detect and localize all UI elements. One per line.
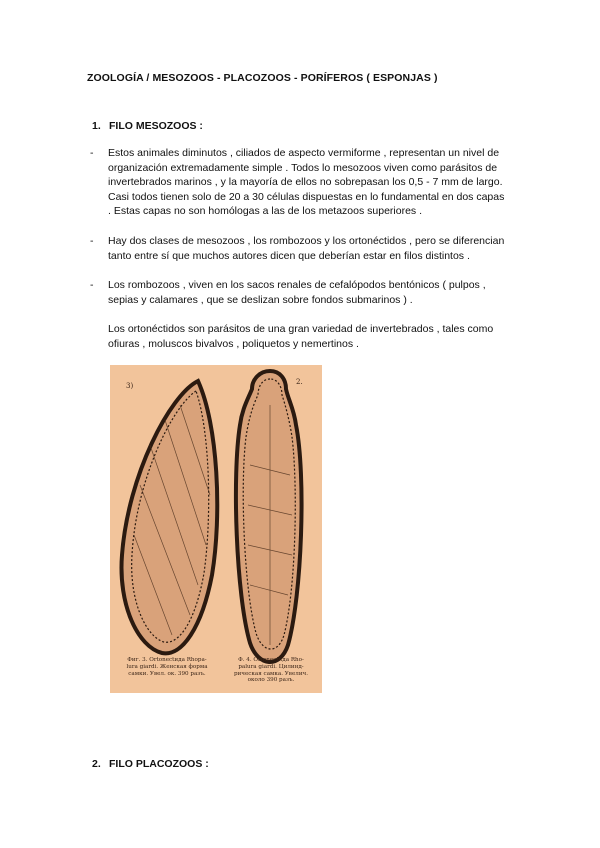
bullet-item bbox=[90, 146, 550, 219]
bullet-line: . Estas capas no son homólogas a las de los metazoos superiores . bbox=[108, 205, 423, 217]
bullet-item bbox=[90, 278, 550, 307]
caption-line: Фиг. 3. Ortonectида Rhopa- bbox=[127, 657, 207, 663]
specimen-right bbox=[236, 371, 302, 662]
paragraph-ortonectidos bbox=[108, 322, 548, 351]
bullet-line: Hay dos clases de mesozoos , los rombozoos y los ortonéctidos , pero se diferencian bbox=[108, 235, 505, 247]
figure-rhopalura-illustration bbox=[110, 365, 322, 693]
section-heading-text: FILO MESOZOOS : bbox=[109, 120, 203, 132]
specimen-label-left: 3) bbox=[126, 382, 134, 390]
bullet-line: Estos animales diminutos , ciliados de aspecto vermiforme , representan un nivel de bbox=[108, 147, 500, 159]
caption-line: Ф. 4. Ortonectида Rho- bbox=[238, 657, 304, 663]
caption-line: lura giardi. Женская форма bbox=[126, 663, 208, 670]
section-heading-mesozoos bbox=[92, 120, 203, 132]
section-heading-text: FILO PLACOZOOS : bbox=[109, 758, 209, 770]
section-heading-placozoos bbox=[92, 758, 209, 770]
bullet-line: Casi todos tienen solo de 20 a 30 células dispuestas en lo fundamental en dos capas bbox=[108, 190, 505, 203]
paragraph-line: Los ortonéctidos son parásitos de una gran variedad de invertebrados , tales como bbox=[108, 323, 494, 335]
caption-left bbox=[114, 657, 220, 677]
caption-right bbox=[222, 657, 320, 684]
document-title: ZOOLOGÍA / MESOZOOS - PLACOZOOS - PORÍFEROS ( ESPONJAS ) bbox=[87, 72, 438, 84]
bullet-item bbox=[90, 234, 550, 263]
bullet-line: sepias y calamares , que se deslizan sobre fondos submarinos ) . bbox=[108, 293, 413, 306]
bullet-line: tanto entre sí que muchos autores dicen que deberían estar en filos distintos . bbox=[108, 249, 470, 262]
specimen-left bbox=[121, 381, 217, 653]
specimen-label-right: 2. bbox=[296, 378, 303, 386]
specimen-drawing bbox=[110, 365, 322, 693]
section-number: 2. bbox=[92, 758, 101, 770]
bullet-dash: - bbox=[90, 235, 94, 247]
bullet-line: Los rombozoos , viven en los sacos renales de cefalópodos bentónicos ( pulpos , bbox=[108, 279, 486, 291]
caption-line: около 390 разъ. bbox=[247, 677, 295, 684]
caption-line: рическая самка. Увелич. bbox=[233, 670, 309, 677]
bullet-dash: - bbox=[90, 147, 94, 159]
bullet-line: organización extremadamente simple . Todos lo mesozoos viven como parásitos de bbox=[108, 161, 498, 174]
section-number: 1. bbox=[92, 120, 101, 132]
caption-line: palura giardi. Цилинд- bbox=[238, 663, 304, 670]
caption-line: самки. Увел. ок. 390 разъ. bbox=[128, 670, 206, 677]
paragraph-line: ofiuras , moluscos bivalvos , poliquetos y nemertinos . bbox=[108, 337, 359, 350]
bullet-line: invertebrados marinos , y la mayoría de ellos no sobrepasan los 0,5 - 7 mm de largo. bbox=[108, 176, 503, 188]
bullet-dash: - bbox=[90, 279, 94, 291]
